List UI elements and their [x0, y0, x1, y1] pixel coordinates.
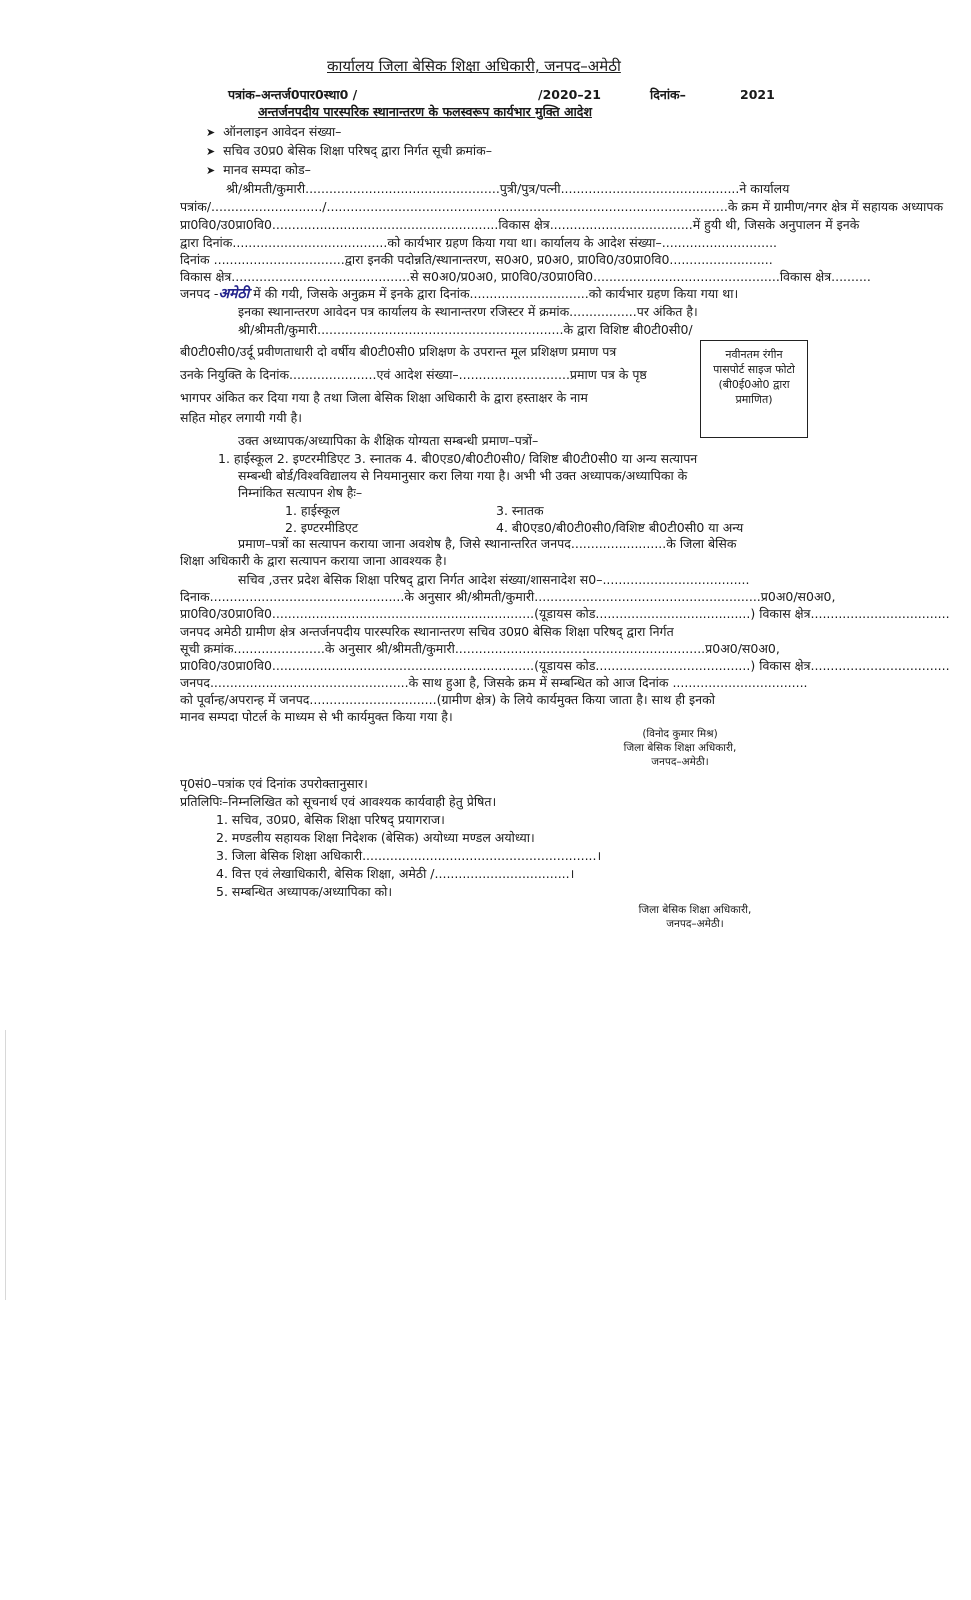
bullet-item	[206, 162, 311, 179]
copy-list-item: 5. सम्बन्धित अध्यापक/अध्यापिका को।	[216, 884, 393, 899]
year-value: 2021	[740, 87, 775, 102]
photo-box-text: पासपोर्ट साइज फोटो	[713, 363, 795, 376]
bullet-text: ऑनलाइन आवेदन संख्या–	[223, 124, 342, 139]
copy-reference: पृ0सं0–पत्रांक एवं दिनांक उपरोक्तानुसार।	[180, 776, 368, 791]
signatory-designation: जिला बेसिक शिक्षा अधिकारी,	[638, 904, 752, 916]
body-line: उनके नियुक्ति के दिनांक......................एवं आदेश संख्या–............................प्रमाण पत्र के पृष्ठ	[180, 367, 647, 382]
body-line: श्री/श्रीमती/कुमारी..............................................................के द्वारा विशिष्ट बी0टी0सी0/	[238, 322, 693, 337]
order-line: जनपद..................................................के साथ हुआ है, जिसके क्रम में सम्बन्धित को आज दिनांक ..................................	[180, 675, 808, 690]
handwritten-district: अमेठी	[218, 286, 250, 302]
order-line: जनपद अमेठी ग्रामीण क्षेत्र अन्तर्जनपदीय पारस्परिक स्थानान्तरण सचिव उ0प्र0 बेसिक शिक्षा परिषद् द्वारा निर्गत	[180, 624, 674, 639]
scan-edge-line	[5, 1030, 6, 1300]
signature-block-officer	[600, 727, 760, 769]
office-heading: कार्यालय जिला बेसिक शिक्षा अधिकारी, जनपद–अमेठी	[327, 57, 621, 75]
qualification-heading: उक्त अध्यापक/अध्यापिका के शैक्षिक योग्यता सम्बन्धी प्रमाण–पत्रों–	[238, 433, 539, 448]
copy-list-item: 2. मण्डलीय सहायक शिक्षा निदेशक (बेसिक) अयोध्या मण्डल अयोध्या।	[216, 830, 535, 845]
order-line: सूची क्रमांक.......................के अनुसार श्री/श्रीमती/कुमारी...............................................................प्र0अ0/स0अ0,	[180, 641, 780, 656]
copy-list-item: 4. वित्त एवं लेखाधिकारी, बेसिक शिक्षा, अमेठी /..................................।	[216, 866, 575, 881]
qualification-line: सम्बन्धी बोर्ड/विश्वविद्यालय से नियमानुसार करा लिया गया है। अभी भी उक्त अध्यापक/अध्यापिका के	[238, 468, 688, 483]
order-line: दिनाक.................................................के अनुसार श्री/श्रीमती/कुमारी.........................................................प्र0अ0/स0अ0,	[180, 589, 836, 604]
arrow-bullet-icon: ➤	[206, 126, 216, 139]
body-line-janpad	[180, 286, 738, 302]
body-line: द्वारा दिनांक.......................................को कार्यभार ग्रहण किया गया था। कार्यालय के आदेश संख्या–.............................	[180, 235, 778, 250]
ref-number: पत्रांक–अन्तर्ज0पार0स्था0 /	[228, 87, 358, 102]
photo-box-text: (बी0ई0ओ0 द्वारा	[718, 378, 790, 391]
body-line: पत्रांक/............................/.....................................................................................................के क्रम में ग्रामीण/नगर क्षेत्र में सहायक अध्यापक	[180, 199, 944, 214]
date-label: दिनांक–	[650, 87, 686, 102]
bullet-item	[206, 124, 341, 141]
pending-item: 3. स्नातक	[496, 503, 544, 518]
order-line: मानव सम्पदा पोटर्ल के माध्यम से भी कार्यमुक्त किया गया है।	[180, 709, 453, 724]
verification-line: शिक्षा अधिकारी के द्वारा सत्यापन कराया जाना आवश्यक है।	[180, 553, 447, 568]
body-line: भागपर अंकित कर दिया गया है तथा जिला बेसिक शिक्षा अधिकारी के द्वारा हस्ताक्षर के नाम	[180, 390, 588, 405]
body-line: इनका स्थानान्तरण आवेदन पत्र कार्यालय के स्थानान्तरण रजिस्टर में क्रमांक.................पर अंकित है।	[238, 304, 698, 319]
copy-intro: प्रतिलिपिः–निम्नलिखित को सूचनार्थ एवं आवश्यक कार्यवाही हेतु प्रेषित।	[180, 794, 497, 809]
signature-block-footer	[620, 903, 770, 931]
qualification-line: 1. हाईस्कूल 2. इण्टरमीडिएट 3. स्नातक 4. बी0एड0/बी0टी0सी0/ विशिष्ट बी0टी0सी0 या अन्य सत्यापन	[218, 451, 698, 466]
bullet-item	[206, 143, 492, 160]
janpad-label: जनपद -	[180, 286, 219, 301]
qualification-line: निम्नांकित सत्यापन शेष हैः–	[238, 485, 363, 500]
order-line: प्रा0वि0/उ0प्रा0वि0..................................................................(यूडायस कोड.......................................) विकास क्षेत्र...................................	[180, 658, 950, 673]
signatory-district: जनपद–अमेठी।	[666, 918, 724, 930]
copy-list-item: 3. जिला बेसिक शिक्षा अधिकारी...........................................................।	[216, 848, 602, 863]
subject-line: अन्तर्जनपदीय पारस्परिक स्थानान्तरण के फलस्वरूप कार्यभार मुक्ति आदेश	[258, 104, 592, 119]
ref-year: /2020–21	[538, 87, 602, 102]
photo-box-text: नवीनतम रंगीन	[725, 348, 783, 361]
bullet-text: मानव सम्पदा कोड–	[223, 162, 311, 177]
order-line: प्रा0वि0/उ0प्रा0वि0..................................................................(यूडायस कोड.......................................) विकास क्षेत्र...................................	[180, 606, 950, 621]
arrow-bullet-icon: ➤	[206, 164, 216, 177]
pending-item: 1. हाईस्कूल	[285, 503, 340, 518]
body-line: प्रा0वि0/उ0प्रा0वि0.........................................................विकास क्षेत्र....................................में हुयी थी, जिसके अनुपालन में इनके	[180, 217, 860, 232]
body-text: में की गयी, जिसके अनुक्रम में इनके द्वारा दिनांक..............................को कार्यभार ग्रहण किया गया था।	[253, 286, 739, 301]
body-line: बी0टी0सी0/उर्दू प्रवीणताधारी दो वर्षीय बी0टी0सी0 प्रशिक्षण के उपरान्त मूल प्रशिक्षण प्रमाण पत्र	[180, 344, 617, 359]
photo-placeholder-box	[700, 340, 808, 438]
photo-box-text: प्रमाणित)	[735, 393, 773, 406]
body-line: श्री/श्रीमती/कुमारी.................................................पुत्री/पुत्र/पत्नी.............................................ने कार्यालय	[226, 181, 790, 196]
arrow-bullet-icon: ➤	[206, 145, 216, 158]
body-line: दिनांक .................................द्वारा इनकी पदोन्नति/स्थानान्तरण, स0अ0, प्र0अ0, प्रा0वि0/उ0प्रा0वि0..........................	[180, 252, 773, 267]
bullet-text: सचिव उ0प्र0 बेसिक शिक्षा परिषद् द्वारा निर्गत सूची क्रमांक–	[223, 143, 492, 158]
body-line: विकास क्षेत्र.............................................से स0अ0/प्र0अ0, प्रा0वि0/उ0प्रा0वि0...............................................विकास क्षेत्र..........	[180, 269, 871, 284]
pending-item: 2. इण्टरमीडिएट	[285, 520, 359, 535]
signatory-designation: जिला बेसिक शिक्षा अधिकारी,	[623, 742, 737, 754]
verification-line: प्रमाण–पत्रों का सत्यापन कराया जाना अवशेष है, जिसे स्थानान्तरित जनपद........................के जिला बेसिक	[238, 536, 737, 551]
order-line: को पूर्वान्ह/अपरान्ह में जनपद................................(ग्रामीण क्षेत्र) के लिये कार्यमुक्त किया जाता है। साथ ही इनको	[180, 692, 715, 707]
body-line: सहित मोहर लगायी गयी है।	[180, 410, 302, 425]
order-line: सचिव ,उत्तर प्रदेश बेसिक शिक्षा परिषद् द्वारा निर्गत आदेश संख्या/शासनादेश स0–.....................................	[238, 572, 750, 587]
signatory-name: (विनोद कुमार मिश्र)	[642, 728, 718, 740]
pending-item: 4. बी0एड0/बी0टी0सी0/विशिष्ट बी0टी0सी0 या अन्य	[496, 520, 744, 535]
copy-list-item: 1. सचिव, उ0प्र0, बेसिक शिक्षा परिषद् प्रयागराज।	[216, 812, 445, 827]
signatory-district: जनपद–अमेठी।	[651, 756, 709, 768]
